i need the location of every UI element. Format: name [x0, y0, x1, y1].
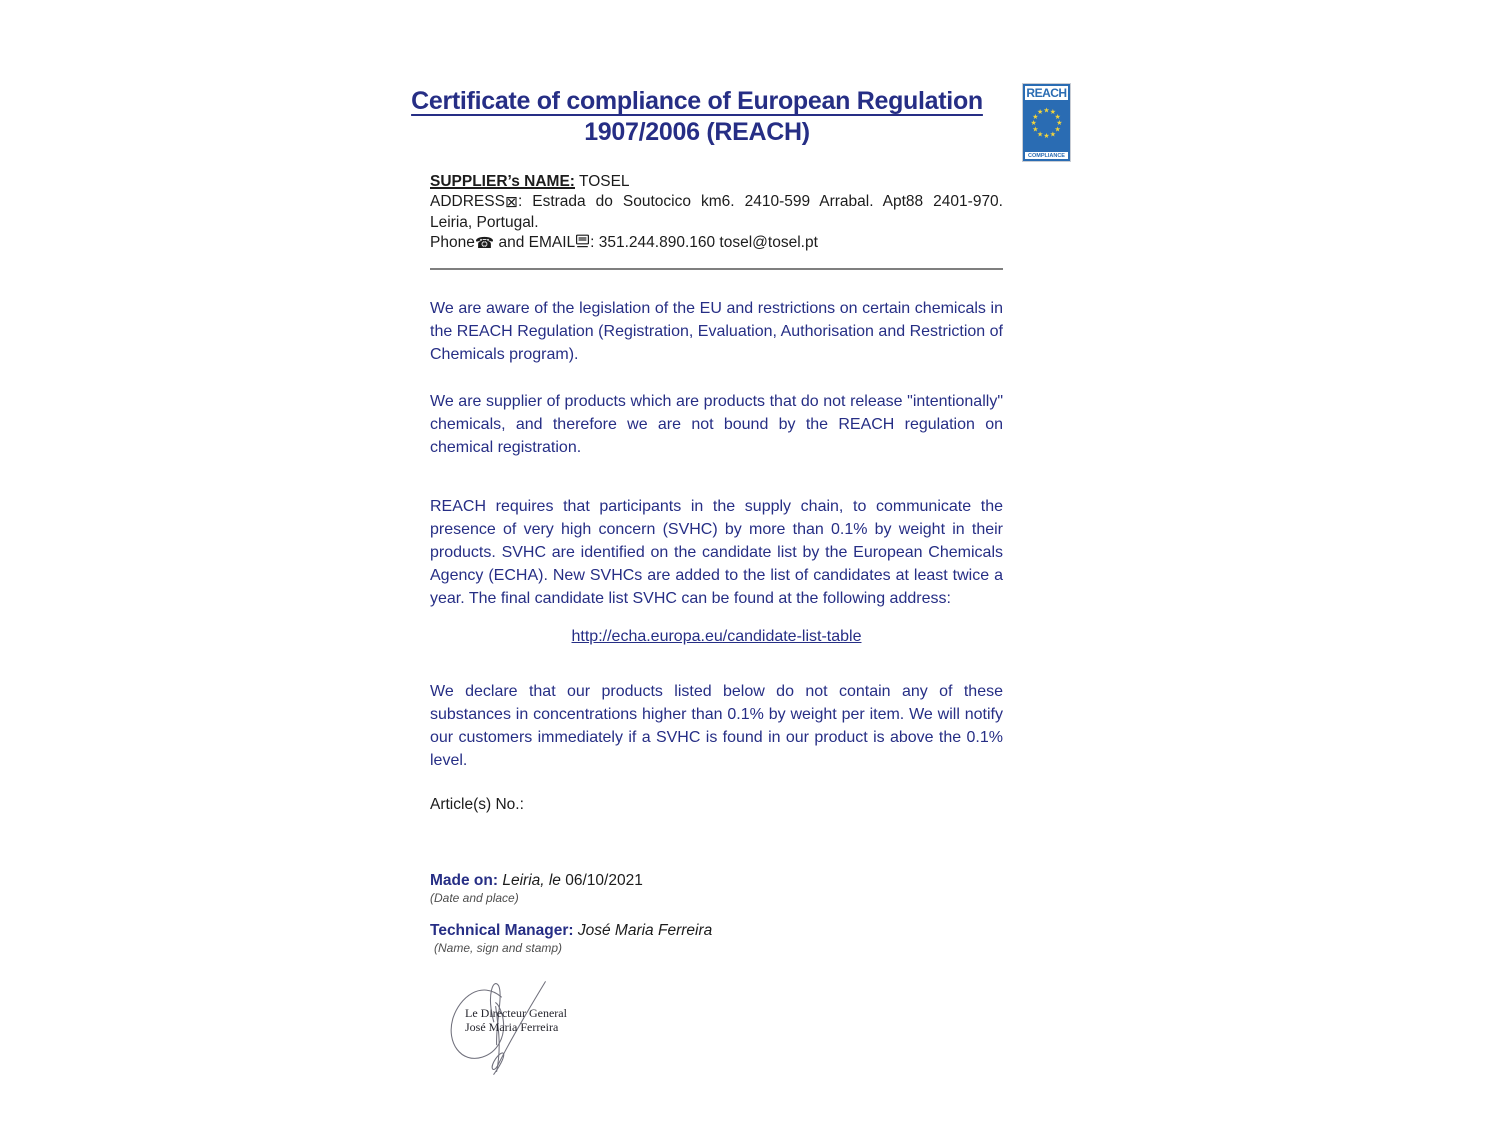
computer-icon	[575, 234, 590, 248]
svg-text:★: ★	[1043, 106, 1050, 115]
svg-text:★: ★	[1054, 125, 1061, 134]
reach-compliance-logo	[1023, 84, 1070, 161]
supplier-phone-line	[430, 233, 1003, 254]
candidate-list-link[interactable]: http://echa.europa.eu/candidate-list-table	[571, 628, 862, 645]
svg-text:★: ★	[1036, 130, 1044, 139]
paragraph-aware-legislation: We are aware of the legislation of the EU and restrictions on certain chemicals in the REACH Regulation (Registration, Evaluation, Authorisation and Restriction of Chemicals program).	[430, 300, 1003, 363]
phone-email-value: : 351.244.890.160 tosel@tosel.pt	[590, 234, 818, 251]
svg-text:★: ★	[1032, 125, 1039, 134]
svg-text:★: ★	[1030, 119, 1037, 128]
address-label: ADDRESS	[430, 193, 505, 210]
title-line-1: Certificate of compliance of European Regulation	[411, 87, 983, 115]
document-body	[430, 86, 1003, 1081]
compliance-logo-text: COMPLIANCE	[1025, 150, 1068, 159]
svg-text:★: ★	[1049, 108, 1057, 117]
made-on-label: Made on:	[430, 872, 499, 889]
made-on-place: Leiria, le	[502, 872, 561, 889]
technical-manager-name: José Maria Ferreira	[577, 922, 713, 939]
signature-text	[465, 1006, 567, 1034]
supplier-name-label: SUPPLIER’s NAME:	[430, 173, 575, 190]
reach-logo-text: REACH	[1026, 86, 1067, 100]
technical-manager-label: Technical Manager:	[430, 922, 574, 939]
phone-icon: ☎	[474, 235, 495, 252]
paragraph-declaration: We declare that our products listed below do not contain any of these substances in concentrations higher than 0.1% by weight per item. We will notify our customers immediately if a SVHC is found in our product is above the 0.1% level.	[430, 683, 1003, 769]
eu-stars-icon	[1025, 100, 1068, 145]
name-sign-stamp-caption: (Name, sign and stamp)	[434, 941, 563, 955]
made-on-line	[430, 871, 1003, 891]
signature-area	[430, 976, 590, 1081]
signature-name: José Maria Ferreira	[465, 1020, 559, 1034]
made-on-date: 06/10/2021	[565, 872, 643, 889]
title-line-2: 1907/2006 (REACH)	[584, 118, 810, 146]
svg-text:★: ★	[1032, 112, 1039, 121]
candidate-list-link-line	[430, 625, 1003, 648]
svg-text:★: ★	[1043, 132, 1050, 141]
supplier-name-value: TOSEL	[579, 173, 630, 190]
envelope-icon: ⊠	[504, 194, 518, 211]
paragraph-reach-requires: REACH requires that participants in the supply chain, to communicate the presence of very high concern (SVHC) by more than 0.1% by weight in their products. SVHC are identified on the candidate list by the European Chemicals Agency (ECHA). New SVHCs are added to the list of candidates at least twice a year. The final candidate list SVHC can be found at the following address:	[430, 498, 1003, 607]
svg-text:★: ★	[1054, 112, 1061, 121]
header-divider	[430, 268, 1003, 270]
address-value: : Estrada do Soutocico km6. 2410-599 Arrabal. Apt88 2401-970. Leiria, Portugal.	[430, 193, 1003, 231]
date-place-caption: (Date and place)	[430, 891, 519, 905]
article-number-label: Article(s) No.:	[430, 796, 524, 813]
svg-text:★: ★	[1036, 108, 1044, 117]
signature-title: Le Directeur General	[465, 1006, 567, 1020]
supplier-name-line	[430, 172, 1003, 192]
paragraph-supplier-products: We are supplier of products which are products that do not release "intentionally" chemicals, and therefore we are not bound by the REACH regulation on chemical registration.	[430, 393, 1003, 456]
svg-text:★: ★	[1049, 130, 1057, 139]
eu-flag-icon	[1025, 100, 1068, 150]
phone-label: Phone	[430, 234, 475, 251]
technical-manager-line	[430, 921, 1003, 941]
supplier-address-line	[430, 192, 1003, 233]
title-spacer	[430, 86, 1003, 172]
supplier-block	[430, 172, 1003, 254]
svg-text:★: ★	[1056, 119, 1063, 128]
email-label: and EMAIL	[498, 234, 576, 251]
